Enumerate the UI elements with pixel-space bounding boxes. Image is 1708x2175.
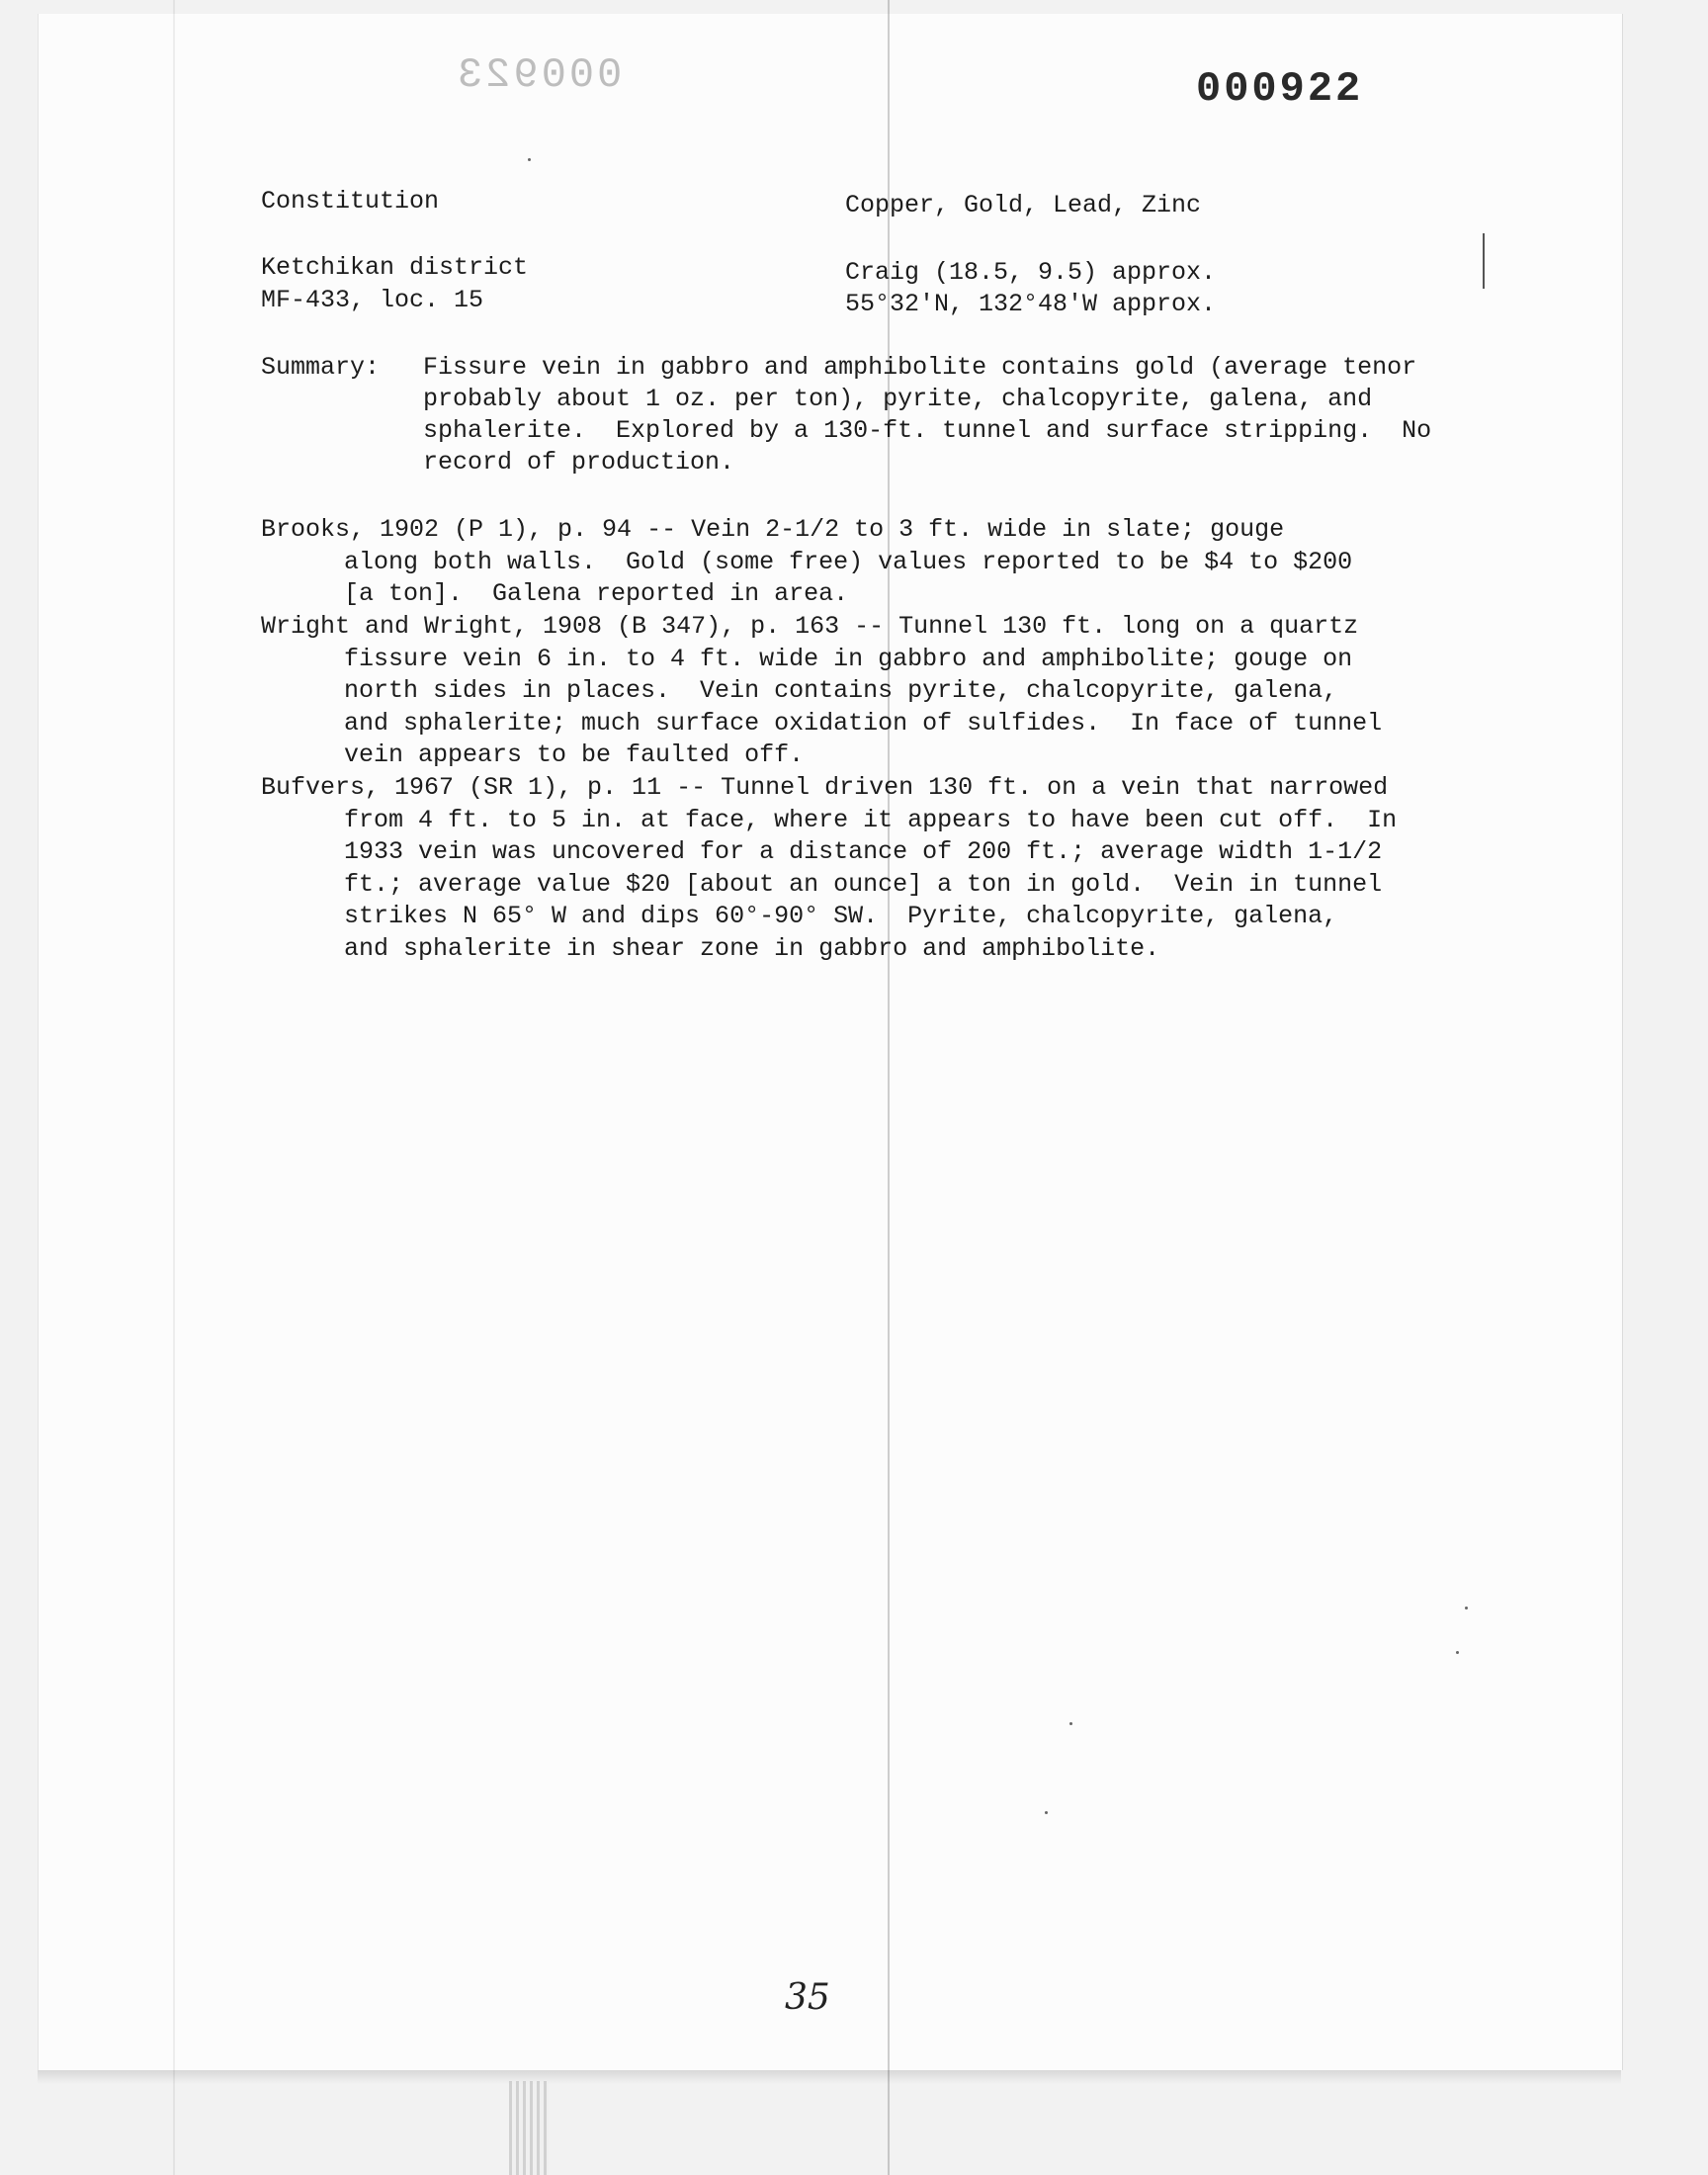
- reference-line: Bufvers, 1967 (SR 1), p. 11 -- Tunnel driven 130 ft. on a vein that narrowed: [261, 773, 1389, 802]
- reference-line: and sphalerite in shear zone in gabbro and amphibolite.: [344, 933, 1160, 963]
- coordinates: 55°32'N, 132°48'W approx.: [845, 290, 1217, 318]
- reference-line: ft.; average value $20 [about an ounce] a ton in gold. Vein in tunnel: [344, 869, 1383, 899]
- reference-line: along both walls. Gold (some free) values reported to be $4 to $200: [344, 547, 1353, 576]
- speck: [1456, 1651, 1459, 1654]
- page-shadow: [38, 2070, 1621, 2084]
- speck: [1069, 1722, 1072, 1725]
- reference-entry: [261, 611, 1382, 772]
- summary-label: Summary:: [261, 353, 381, 382]
- scan-artifact: [509, 2081, 549, 2175]
- page-number: 35: [785, 1977, 830, 2018]
- reference-line: and sphalerite; much surface oxidation of sulfides. In face of tunnel: [344, 708, 1383, 738]
- property-name: Constitution: [261, 187, 440, 216]
- reference-line: strikes N 65° W and dips 60°-90° SW. Pyrite, chalcopyrite, galena,: [344, 902, 1338, 930]
- speck: [528, 158, 531, 161]
- document-number-stamp: 000922: [1196, 65, 1364, 113]
- reference-entry: [261, 514, 1352, 611]
- summary-line: record of production.: [423, 448, 735, 477]
- commodities: Copper, Gold, Lead, Zinc: [845, 191, 1202, 219]
- reference-line: Wright and Wright, 1908 (B 347), p. 163 -- Tunnel 130 ft. long on a quartz: [261, 612, 1359, 641]
- map-reference: MF-433, loc. 15: [261, 286, 484, 314]
- bleed-through-stamp: 000923: [455, 51, 623, 99]
- reference-line: north sides in places. Vein contains pyrite, chalcopyrite, galena,: [344, 676, 1338, 705]
- reference-line: Brooks, 1902 (P 1), p. 94 -- Vein 2-1/2 to 3 ft. wide in slate; gouge: [261, 515, 1285, 544]
- district: Ketchikan district: [261, 253, 529, 282]
- speck: [1465, 1607, 1468, 1610]
- summary-line: sphalerite. Explored by a 130-ft. tunnel and surface stripping. No: [423, 416, 1432, 445]
- reference-line: fissure vein 6 in. to 4 ft. wide in gabbro and amphibolite; gouge on: [344, 644, 1353, 673]
- summary-line: probably about 1 oz. per ton), pyrite, chalcopyrite, galena, and: [423, 385, 1373, 413]
- document-page: [38, 14, 1623, 2070]
- summary-line: Fissure vein in gabbro and amphibolite contains gold (average tenor: [423, 353, 1417, 382]
- scan-fold-line: [173, 0, 175, 2175]
- reference-line: vein appears to be faulted off.: [344, 740, 805, 769]
- quadrangle: Craig (18.5, 9.5) approx.: [845, 258, 1217, 287]
- reference-line: from 4 ft. to 5 in. at face, where it appears to have been cut off. In: [344, 805, 1398, 834]
- margin-mark: [1483, 233, 1485, 289]
- speck: [1045, 1811, 1048, 1814]
- scan-fold-line: [888, 0, 890, 2175]
- reference-entry: [261, 772, 1397, 965]
- summary-text: [423, 352, 1431, 478]
- reference-line: [a ton]. Galena reported in area.: [344, 579, 849, 608]
- reference-line: 1933 vein was uncovered for a distance of 200 ft.; average width 1-1/2: [344, 837, 1383, 866]
